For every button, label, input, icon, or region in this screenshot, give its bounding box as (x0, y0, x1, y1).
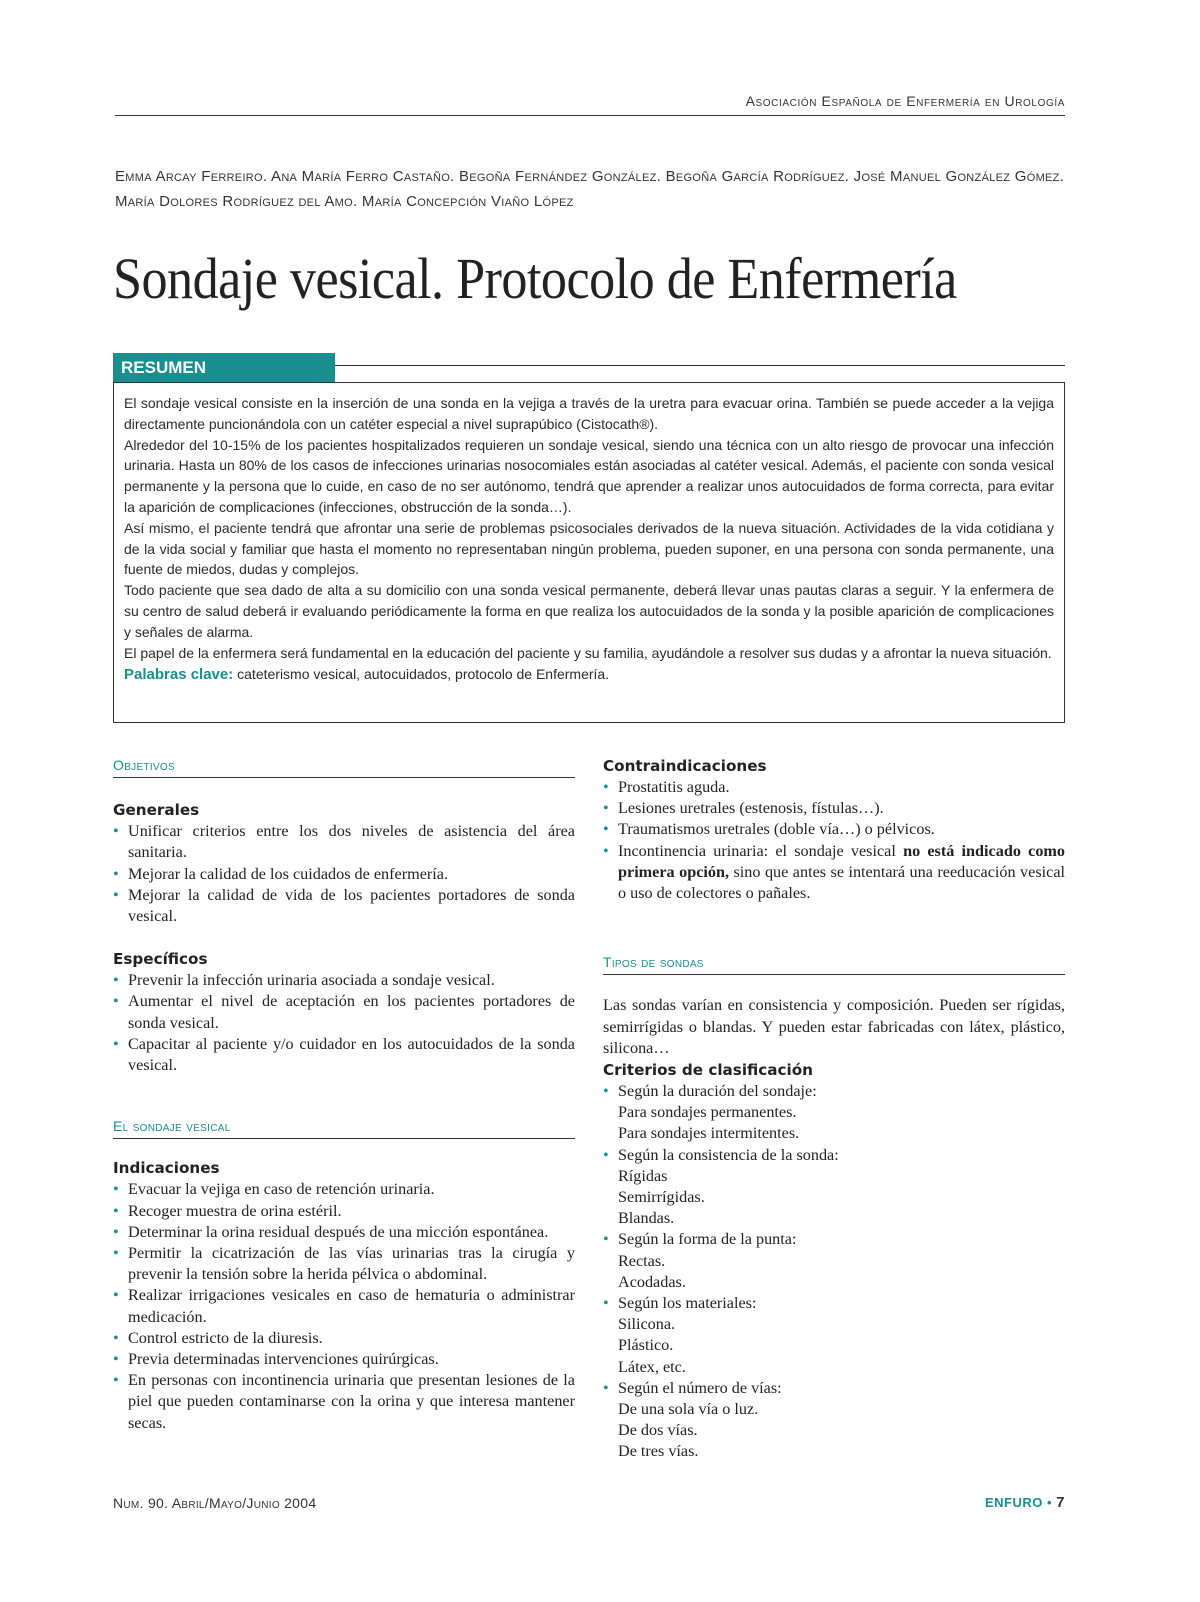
journal-name: ENFURO (984, 1495, 1043, 1510)
incontinencia-emphasis: no está indicado como primera opción, (618, 841, 1065, 881)
criterios-list (603, 1145, 1065, 1166)
subheading-indicaciones: Indicaciones (113, 1159, 220, 1178)
list-item: • Capacitar al paciente y/o cuidador en los autocuidados de la sonda vesical. (113, 1034, 575, 1076)
criterio-sublist (603, 1399, 1065, 1463)
list-item (603, 1378, 1065, 1399)
footer-bullet: • (1046, 1495, 1053, 1510)
sublist-item: Rectas. (618, 1251, 666, 1270)
sublist-item: De una sola vía o luz. (618, 1400, 759, 1419)
list-item (603, 1081, 1065, 1102)
criterio-sublist (603, 1314, 1065, 1378)
list-item (603, 1229, 1065, 1250)
list-item: • Prevenir la infección urinaria asociada a sondaje vesical. (113, 970, 575, 991)
sublist-item: Látex, etc. (618, 1357, 686, 1376)
author-list: Emma Arcay Ferreiro. Ana María Ferro Castaño. Begoña Fernández González. Begoña García Rodríguez. José Manuel González Gómez. María Dolores Rodríguez del Amo. María Concepción Viaño López (115, 168, 1065, 210)
page-number: 7 (1056, 1494, 1065, 1511)
criterios-list (603, 1378, 1065, 1399)
subheading-criterios: Criterios de clasificación (603, 1061, 813, 1080)
indicaciones-list (113, 1179, 575, 1433)
abstract-box (113, 382, 1065, 723)
list-item: • Recoger muestra de orina estéril. (113, 1201, 575, 1222)
list-item: • Prostatitis aguda. (603, 777, 1065, 798)
list-item: • Evacuar la vejiga en caso de retención urinaria. (113, 1179, 575, 1200)
journal-association-header: Asociación Española de Enfermería en Urología (745, 93, 1065, 109)
sublist-item: Silicona. (618, 1315, 676, 1334)
subheading-contraindicaciones: Contraindicaciones (603, 757, 767, 775)
criterio-label: Según el número de vías: (618, 1378, 782, 1397)
sublist-item: Plástico. (618, 1336, 674, 1355)
abstract-paragraph: Así mismo, el paciente tendrá que afrontar una serie de problemas psicosociales derivados de la nueva situación. Actividades de la vida cotidiana y de la vida social y familiar que hasta el momento no representaban ningún problema, pueden suponer, en una persona con sonda permanente, una fuente de miedos, dudas y complejos. (124, 519, 1054, 578)
header-rule (115, 115, 1065, 116)
criterio-label: Según la forma de la punta: (618, 1230, 797, 1249)
criterio-label: Según la duración del sondaje: (618, 1082, 817, 1101)
abstract-paragraph: El papel de la enfermera será fundamental en la educación del paciente y su familia, ayudándole a resolver sus dudas y a afrontar la nueva situación. (124, 644, 1052, 661)
sublist-item: Semirrígidas. (618, 1188, 705, 1207)
abstract-label: RESUMEN (113, 353, 335, 382)
criterio-label: Según los materiales: (618, 1294, 757, 1313)
sublist-item: De tres vías. (618, 1442, 699, 1461)
section-heading-sondaje: El sondaje vesical (113, 1116, 575, 1139)
keywords-text: cateterismo vesical, autocuidados, protocolo de Enfermería. (237, 666, 610, 683)
section-heading-objetivos: Objetivos (113, 755, 575, 778)
criterio-label: Según la consistencia de la sonda: (618, 1145, 839, 1164)
list-item: • Unificar criterios entre los dos niveles de asistencia del área sanitaria. (113, 821, 575, 863)
especificos-list (113, 970, 575, 1076)
keywords-line (124, 664, 1054, 686)
issue-info: Num. 90. Abril/Mayo/Junio 2004 (113, 1495, 317, 1511)
criterio-sublist (603, 1251, 1065, 1293)
list-item: • Previa determinadas intervenciones quirúrgicas. (113, 1349, 575, 1370)
subheading-generales: Generales (113, 801, 200, 820)
left-column (113, 755, 575, 1434)
abstract-tab-rule (335, 365, 1065, 366)
sublist-item: Blandas. (618, 1209, 675, 1228)
generales-list (113, 821, 575, 927)
abstract-paragraph: Alrededor del 10-15% de los pacientes hospitalizados requieren un sondaje vesical, siendo una técnica con un alto riesgo de provocar una infección urinaria. Hasta un 80% de los casos de infecciones urinarias nosocomiales están asociadas al catéter vesical. Además, el paciente con sonda vesical permanente y la persona que lo cuide, en caso de no ser autónomo, tendrá que aprender a realizar unos autocuidados de forma correcta, para evitar la aparición de complicaciones (infecciones, obstrucción de la sonda…). (124, 436, 1054, 515)
sublist-item: Acodadas. (618, 1272, 686, 1291)
abstract-paragraph: El sondaje vesical consiste en la inserción de una sonda en la vejiga a través de la uretra para evacuar orina. También se puede acceder a la vejiga directamente puncionándola con un catéter especial a nivel suprapúbico (Cistocath®). (124, 395, 1054, 432)
contraindicaciones-list (603, 777, 1065, 904)
right-column (603, 755, 1065, 1463)
subheading-especificos: Específicos (113, 950, 208, 969)
page-footer (985, 1494, 1065, 1511)
section-heading-tipos: Tipos de sondas (603, 952, 1065, 975)
list-item: • Lesiones uretrales (estenosis, fístulas…). (603, 798, 1065, 819)
sublist-item: De dos vías. (618, 1421, 698, 1440)
list-item: • Aumentar el nivel de aceptación en los pacientes portadores de sonda vesical. (113, 991, 575, 1033)
criterios-list (603, 1081, 1065, 1102)
sublist-item: Para sondajes intermitentes. (618, 1124, 800, 1143)
abstract-paragraph: Todo paciente que sea dado de alta a su domicilio con una sonda vesical permanente, deberá llevar unas pautas claras a seguir. Y la enfermera de su centro de salud deberá ir evaluando periódicamente la forma en que realiza los autocuidados de la sonda y la posible aparición de complicaciones y señales de alarma. (124, 582, 1054, 640)
list-item: • Determinar la orina residual después de una micción espontánea. (113, 1222, 575, 1243)
criterios-list (603, 1293, 1065, 1314)
sublist-item: Rígidas (618, 1166, 668, 1185)
sublist-item: Para sondajes permanentes. (618, 1103, 797, 1122)
list-item: • Mejorar la calidad de vida de los pacientes portadores de sonda vesical. (113, 885, 575, 927)
incontinencia-text: Incontinencia urinaria: el sondaje vesical (618, 841, 904, 860)
incontinencia-text-end: sino que antes se intentará una reeducación vesical o uso de colectores o pañales. (618, 862, 1065, 903)
list-item (603, 841, 1065, 905)
list-item: • Control estricto de la diuresis. (113, 1328, 575, 1349)
list-item (603, 1293, 1065, 1314)
list-item: • Traumatismos uretrales (doble vía…) o pélvicos. (603, 819, 1065, 840)
list-item: • Mejorar la calidad de los cuidados de enfermería. (113, 864, 575, 885)
criterios-list (603, 1229, 1065, 1250)
list-item (603, 1145, 1065, 1166)
list-item: • En personas con incontinencia urinaria que presentan lesiones de la piel que pueden contaminarse con la orina y que interesa mantener secas. (113, 1370, 575, 1434)
list-item: • Permitir la cicatrización de las vías urinarias tras la cirugía y prevenir la tensión sobre la herida pélvica o abdominal. (113, 1243, 575, 1285)
criterio-sublist (603, 1166, 1065, 1230)
article-title: Sondaje vesical. Protocolo de Enfermería (113, 246, 957, 311)
criterio-sublist (603, 1102, 1065, 1144)
list-item: • Realizar irrigaciones vesicales en caso de hematuria o administrar medicación. (113, 1285, 575, 1327)
keywords-label: Palabras clave: (124, 666, 234, 684)
tipos-paragraph: Las sondas varían en consistencia y composición. Pueden ser rígidas, semirrígidas o blandas. Y pueden estar fabricadas con látex, plástico, silicona… (603, 996, 1065, 1057)
